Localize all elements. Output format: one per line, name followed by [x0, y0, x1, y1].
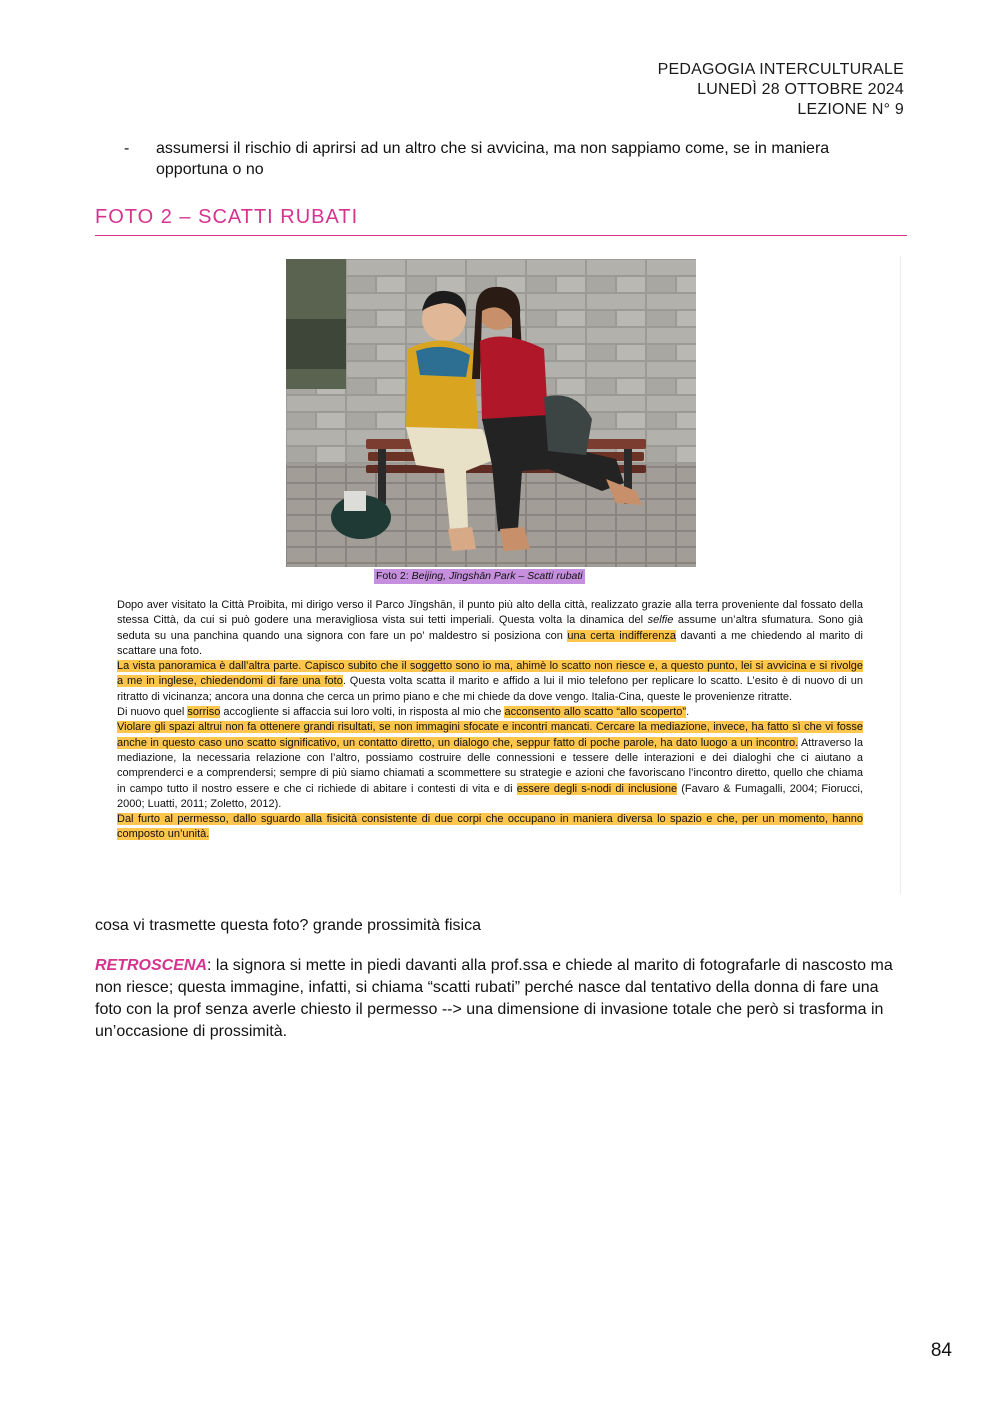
bullet-text: assumersi il rischio di aprirsi ad un altro che si avvicina, ma non sappiamo come, se in maniera opportuna o no — [156, 140, 830, 178]
section-title: FOTO 2 – SCATTI RUBATI — [95, 206, 907, 236]
excerpt-paragraph — [117, 659, 863, 705]
highlighted-text: sorriso — [187, 706, 221, 719]
text-segment: assume un’altra sfumatura. Sono già seduta su una panchina quando una signora con fare un po’ maldestro si posiziona con — [117, 614, 863, 642]
bullet-item — [124, 138, 884, 180]
text-segment: accogliente si affaccia sui loro volti, in risposta al mio che — [220, 706, 505, 719]
caption-prefix: Foto 2: — [376, 570, 412, 582]
italic-text: selfie — [647, 614, 674, 627]
retroscena-paragraph — [95, 955, 907, 1043]
excerpt-paragraph — [117, 812, 863, 843]
highlighted-text: una certa indifferenza — [567, 629, 676, 642]
page-header — [658, 60, 904, 120]
bullet-dash: - — [124, 140, 130, 157]
text-segment: Dopo aver visitato la Città Proibita, mi dirigo verso il Parco Jīngshān, il punto più alto della città, realizzato grazie alla terra proveniente dal fossato della stessa Città, da cui si può godere una meravigliosa vista sui tetti imperiali. Questa volta la dinamica del — [117, 599, 863, 627]
text-segment: Di nuovo quel — [117, 706, 188, 719]
caption-title: Beijing, Jīngshān Park – Scatti rubati — [411, 570, 583, 582]
retroscena-text: : la signora si mette in piedi davanti alla prof.ssa e chiede al marito di fotografarle di nascosto ma non riesce; questa immagine, infatti, si chiama “scatti rubati” perché nasce dal tentativo della donna di fare una foto con la prof senza averle chiesto il permesso --> una dimensione di invasione totale che però si trasforma in un’occasione di prossimità. — [95, 957, 893, 1040]
text-segment: davanti a me chiedendo al marito di scattare una foto. — [117, 629, 863, 657]
retroscena-label: RETROSCENA — [95, 957, 208, 974]
highlighted-text: essere degli s-nodi di inclusione — [516, 782, 678, 795]
highlighted-text: Violare gli spazi altrui non fa ottenere grandi risultati, se non immagini sfocate e incontri mancati. Cercare la mediazione, invece, ha fatto sì che vi fosse anche in questo caso uno scatto significativo, un contatto diretto, un dialogo che, seppur fatto di poche parole, ha dato luogo a un incontro. — [117, 721, 863, 749]
excerpt-paragraph — [117, 705, 863, 720]
text-segment: Attraverso la mediazione, la necessaria relazione con l’altro, possiamo costruire delle connessioni e tessere delle interazioni e dei dialoghi che ci aiutano a comprenderci e a comprendersi; sempre di più siamo chiamati a scommettere su strategie e azioni che favoriscano l’incontro diretto, quello che chiama in campo tutto il nostro essere e che ci richiede di abitare i contesti di vita e di — [117, 736, 863, 795]
photo-two-women-on-bench — [286, 259, 696, 567]
excerpt-paragraph — [117, 720, 863, 812]
figure-caption — [374, 569, 585, 584]
highlighted-text: La vista panoramica è dall’altra parte. Capisco subito che il soggetto sono io ma, ahimè lo scatto non riesce e, a questo punto, lei si avvicina e si rivolge a me in inglese, chiedendomi di fare una foto — [117, 660, 863, 688]
text-segment: . Questa volta scatta il marito e affido a lui il mio telefono per replicare lo scatto. L’esito è di nuovo di un ritratto di vicinanza; ancora una donna che cerca un primo piano e che mi chiede da dove vengo. Italia-Cina, queste le provenienze ritratte. — [117, 675, 863, 703]
figure-panel — [108, 256, 901, 894]
text-segment: (Favaro & Fumagalli, 2004; Fiorucci, 2000; Luatti, 2011; Zoletto, 2012). — [117, 782, 863, 810]
highlighted-text: acconsento allo scatto “allo scoperto” — [504, 706, 687, 719]
course-title: PEDAGOGIA INTERCULTURALE — [657, 61, 904, 78]
excerpt-paragraph — [117, 598, 863, 659]
page-number: 84 — [930, 1340, 952, 1361]
excerpt-text — [117, 598, 863, 843]
lesson-date: LUNEDÌ 28 OTTOBRE 2024 — [697, 81, 904, 98]
question-text: cosa vi trasmette questa foto? grande prossimità fisica — [95, 917, 481, 934]
highlighted-text: Dal furto al permesso, dallo sguardo alla fisicità consistente di due corpi che occupano in maniera diversa lo spazio e che, per un momento, hanno composto un’unità. — [117, 813, 863, 841]
text-segment: . — [686, 706, 690, 719]
lesson-number: LEZIONE N° 9 — [797, 101, 904, 118]
